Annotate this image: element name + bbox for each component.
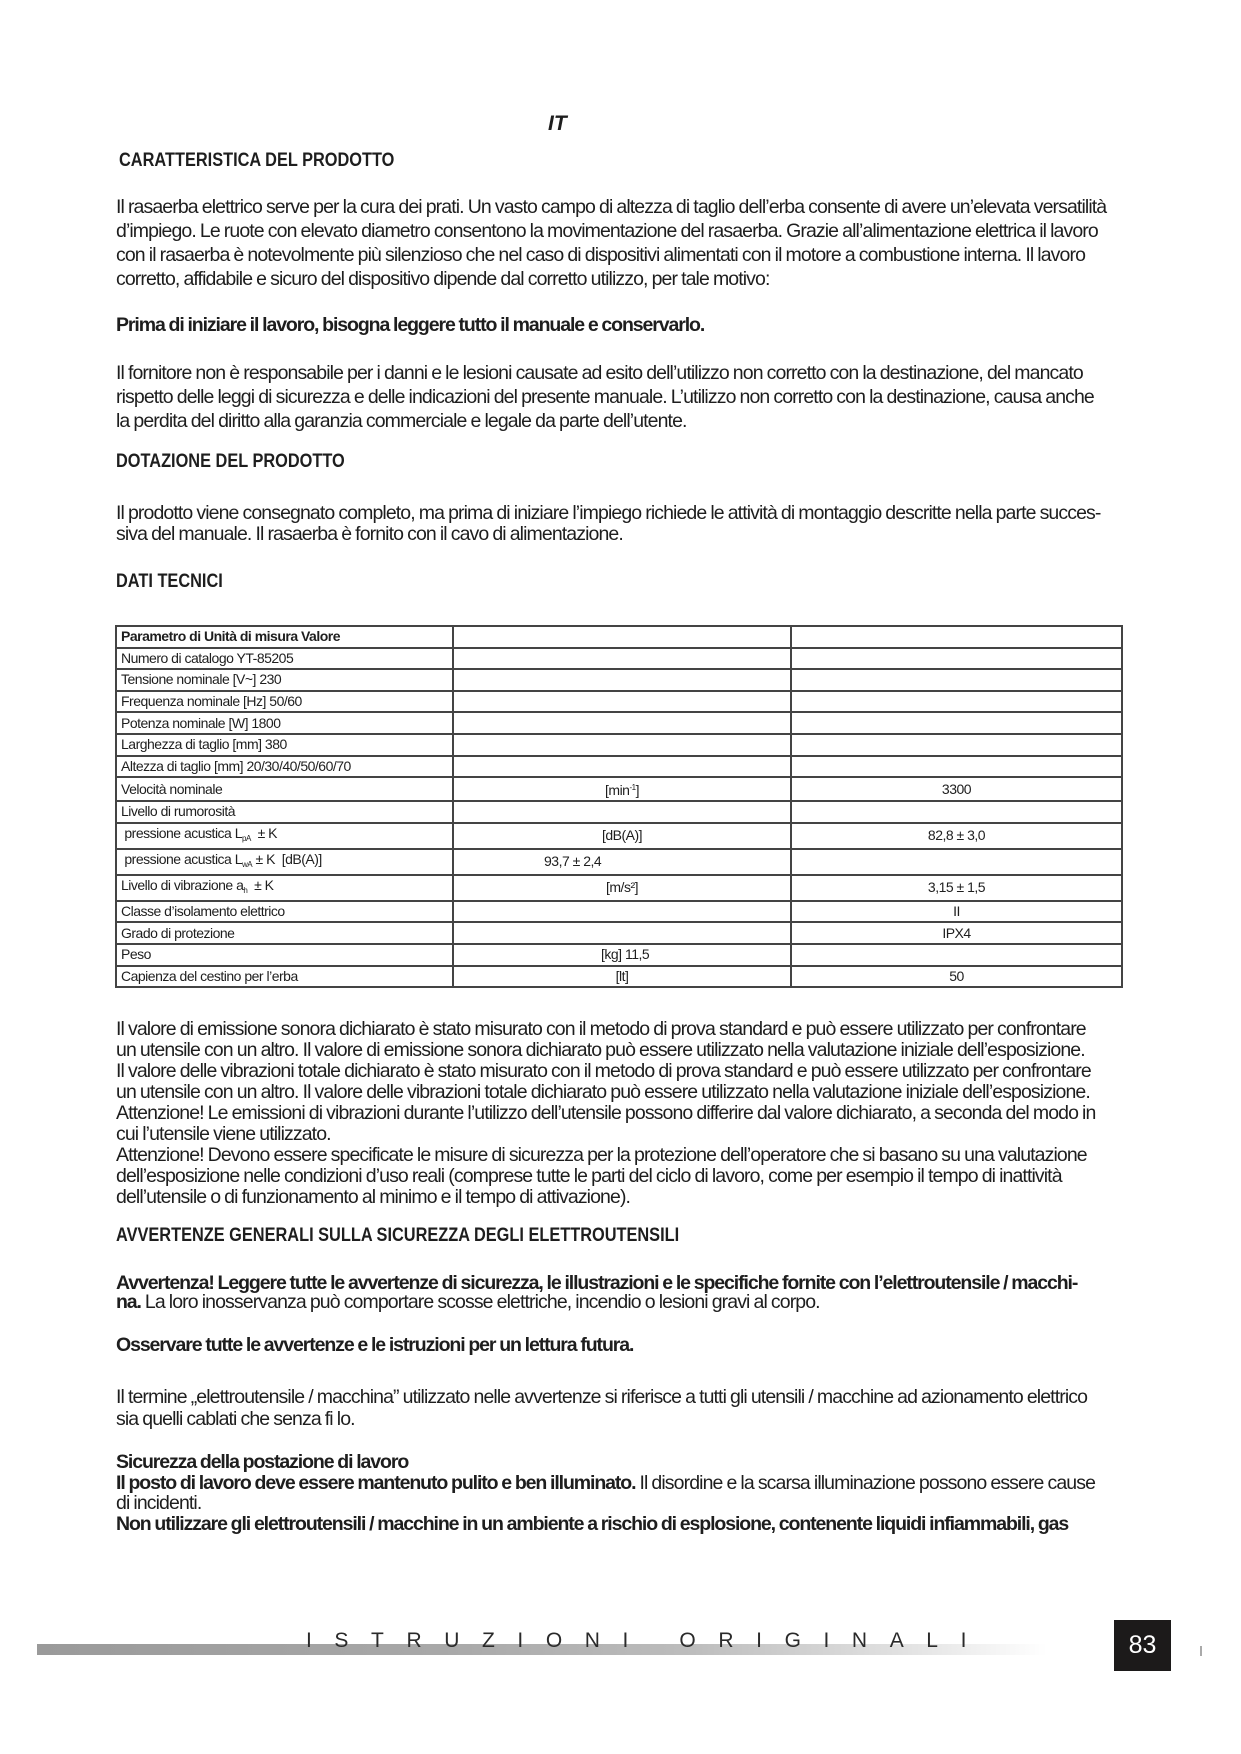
table-row	[116, 648, 1122, 670]
table-cell: Tensione nominale [V~] 230	[116, 669, 453, 691]
table-row	[116, 922, 1122, 944]
table-cell: Potenza nominale [W] 1800	[116, 712, 453, 734]
table-row	[116, 875, 1122, 901]
table-cell: Frequenza nominale [Hz] 50/60	[116, 691, 453, 713]
bold-note	[116, 313, 1123, 337]
table-cell	[791, 756, 1122, 778]
table-cell: Grado di protezione	[116, 922, 453, 944]
paragraph-liability	[116, 361, 1123, 433]
table-row	[116, 901, 1122, 923]
table-header-row	[116, 626, 1122, 648]
technical-data-table	[115, 625, 1123, 988]
text-line	[116, 1514, 1123, 1535]
table-header-cell	[453, 626, 791, 648]
text-line: cui l’utensile viene utilizzato.	[116, 1123, 331, 1145]
page-edge-mark	[1200, 1646, 1202, 1656]
table-cell	[453, 922, 791, 944]
table-cell	[453, 756, 791, 778]
paragraph-observe	[116, 1333, 1123, 1357]
table-cell: [dB(A)]	[453, 823, 791, 849]
warning-bold-text: na.	[116, 1291, 141, 1313]
table-cell	[791, 849, 1122, 875]
table-cell: 3300	[791, 777, 1122, 801]
footer-title: ISTRUZIONI ORIGINALI	[306, 1629, 990, 1652]
observe-bold-text: Osservare tutte le avvertenze e le istruzioni per un lettura futura.	[116, 1334, 634, 1356]
table-cell	[453, 669, 791, 691]
table-row	[116, 849, 1122, 875]
table-cell	[453, 691, 791, 713]
text-line: dell’utensile o di funzionamento al minimo e il tempo di attivazione).	[116, 1186, 631, 1208]
text-line	[116, 1473, 1123, 1494]
table-cell: 3,15 ± 1,5	[791, 875, 1122, 901]
table-cell	[453, 734, 791, 756]
table-cell: [lt]	[453, 966, 791, 988]
text-line: Il fornitore non è responsabile per i danni e le lesioni causate ad esito dell’utilizzo non corretto con la destinazione, del mancato	[116, 362, 1083, 384]
text-line: con il rasaerba è notevolmente più silenzioso che nel caso di dispositivi alimentati con il motore a combustione interna. Il lavoro	[116, 244, 1086, 266]
paragraph-emissioni	[116, 1019, 1123, 1208]
table-cell: Livello di rumorosità	[116, 801, 453, 823]
text-line: siva del manuale. Il rasaerba è fornito con il cavo di alimentazione.	[116, 523, 623, 545]
paragraph-caratteristica	[116, 195, 1123, 291]
table-cell: II	[791, 901, 1122, 923]
warning-text: La loro inosservanza può comportare scosse elettriche, incendio o lesioni gravi al corpo.	[140, 1291, 820, 1313]
table-cell	[791, 691, 1122, 713]
superscript: -1	[629, 783, 636, 793]
table-cell	[791, 734, 1122, 756]
text-line: Il termine „elettroutensile / macchina” utilizzato nelle avvertenze si riferisce a tutti gli utensili / macchine ad azionamento elettrico	[116, 1386, 1088, 1408]
table-row	[116, 801, 1122, 823]
table-row	[116, 669, 1122, 691]
table-cell: IPX4	[791, 922, 1122, 944]
table-cell: [m/s²]	[453, 875, 791, 901]
text-line: Il valore di emissione sonora dichiarato è stato misurato con il metodo di prova standard e può essere utilizzato per confrontare	[116, 1018, 1086, 1040]
table-header-cell: Parametro di Unità di misura Valore	[116, 626, 453, 648]
table-cell	[791, 648, 1122, 670]
text-line: corretto, affidabile e sicuro del dispositivo dipende dal corretto utilizzo, per tale motivo:	[116, 268, 770, 290]
table-cell	[453, 801, 791, 823]
paragraph-workplace	[116, 1452, 1123, 1534]
table-cell: pressione acustica $L_{wA} \pm K$ [dB(A)]	[116, 849, 453, 875]
table-row	[116, 777, 1122, 801]
text-line: Attenzione! Devono essere specificate le misure di sicurezza per la protezione dell’operatore che si basano su una valutazione	[116, 1144, 1087, 1166]
workplace-title: Sicurezza della postazione di lavoro	[116, 1451, 409, 1473]
text-line: d’impiego. Le ruote con elevato diametro consentono la movimentazione del rasaerba. Grazie all’alimentazione elettrica il lavoro	[116, 220, 1098, 242]
table-cell: 82,8 ± 3,0	[791, 823, 1122, 849]
workplace-text: Il disordine e la scarsa illuminazione possono essere cause	[635, 1471, 1096, 1494]
workplace-bold-text: Il posto di lavoro deve essere mantenuto pulito e ben illuminato.	[116, 1471, 636, 1494]
text-line: sia quelli cablati che senza fi lo.	[116, 1408, 355, 1430]
table-cell: $[\min^{-1}]$	[453, 777, 791, 801]
table-row	[116, 712, 1122, 734]
table-cell	[453, 901, 791, 923]
text-line: un utensile con un altro. Il valore di emissione sonora dichiarato può essere utilizzato nella valutazione iniziale dell’esposizione.	[116, 1039, 1085, 1061]
table-cell: Capienza del cestino per l’erba	[116, 966, 453, 988]
text-line: Il rasaerba elettrico serve per la cura dei prati. Un vasto campo di altezza di taglio dell’erba consente di avere un’elevata versatilità	[116, 196, 1107, 218]
text-line: Il prodotto viene consegnato completo, ma prima di iniziare l’impiego richiede le attività di montaggio descritte nella parte succes-	[116, 502, 1101, 524]
table-cell	[791, 944, 1122, 966]
table-cell: 93,7 ± 2,4	[453, 849, 791, 875]
table-cell: pressione acustica $L_{pA} \pm K$	[116, 823, 453, 849]
paragraph-dotazione	[116, 503, 1123, 545]
explosion-bold-text: Non utilizzare gli elettroutensili / macchine in un ambiente a rischio di esplosione, contenente liquidi infiammabili, gas	[116, 1512, 1069, 1535]
table-cell: 50	[791, 966, 1122, 988]
bold-note-text: Prima di iniziare il lavoro, bisogna leggere tutto il manuale e conservarlo.	[116, 314, 705, 336]
table-row	[116, 691, 1122, 713]
table-cell	[791, 712, 1122, 734]
table-row	[116, 734, 1122, 756]
table-cell: Peso	[116, 944, 453, 966]
table-row	[116, 756, 1122, 778]
text-line: dell’esposizione nelle condizioni d’uso reali (comprese tutte le parti del ciclo di lavoro, come per esempio il tempo di inattività	[116, 1165, 1062, 1187]
text-line	[116, 1293, 1123, 1312]
table-cell: Classe d’isolamento elettrico	[116, 901, 453, 923]
text-line: Il valore delle vibrazioni totale dichiarato è stato misurato con il metodo di prova standard e può essere utilizzato per confrontare	[116, 1060, 1091, 1082]
table-cell: Velocità nominale	[116, 777, 453, 801]
table-cell: Altezza di taglio [mm] 20/30/40/50/60/70	[116, 756, 453, 778]
text-line: la perdita del diritto alla garanzia commerciale e legale da parte dell’utente.	[116, 410, 687, 432]
table-cell	[791, 801, 1122, 823]
section-title-caratteristica: CARATTERISTICA DEL PRODOTTO	[119, 150, 395, 171]
page-number: 83	[1114, 1620, 1171, 1671]
table-header-cell	[791, 626, 1122, 648]
table-row	[116, 944, 1122, 966]
text-line: Attenzione! Le emissioni di vibrazioni durante l’utilizzo dell’utensile possono differire dal valore dichiarato, a seconda del modo in	[116, 1102, 1096, 1124]
section-title-dotazione: DOTAZIONE DEL PRODOTTO	[116, 451, 345, 472]
table-row	[116, 823, 1122, 849]
text-line	[116, 1452, 1123, 1473]
text-line: un utensile con un altro. Il valore delle vibrazioni totale dichiarato può essere utilizzato nella valutazione iniziale dell’esposizione.	[116, 1081, 1090, 1103]
section-title-avvertenze: AVVERTENZE GENERALI SULLA SICUREZZA DEGLI ELETTROUTENSILI	[116, 1225, 680, 1246]
text-line: rispetto delle leggi di sicurezza e delle indicazioni del presente manuale. L’utilizzo non corretto con la destinazione, causa anche	[116, 386, 1094, 408]
section-title-dati-tecnici: DATI TECNICI	[116, 571, 223, 592]
table-cell	[791, 669, 1122, 691]
paragraph-avvertenza	[116, 1274, 1123, 1312]
table-cell: [kg] 11,5	[453, 944, 791, 966]
text-line: di incidenti.	[116, 1492, 202, 1514]
table-cell	[453, 648, 791, 670]
table-cell	[453, 712, 791, 734]
table-row	[116, 966, 1122, 988]
language-code: IT	[548, 112, 567, 135]
paragraph-term	[116, 1386, 1123, 1430]
warning-bold-text: Avvertenza! Leggere tutte le avvertenze di sicurezza, le illustrazioni e le specifiche fornite con l’elettroutensile / macchi-	[116, 1272, 1078, 1294]
table-cell: Larghezza di taglio [mm] 380	[116, 734, 453, 756]
table-cell: Numero di catalogo YT-85205	[116, 648, 453, 670]
table-cell: Livello di vibrazione $a_h \pm K$	[116, 875, 453, 901]
